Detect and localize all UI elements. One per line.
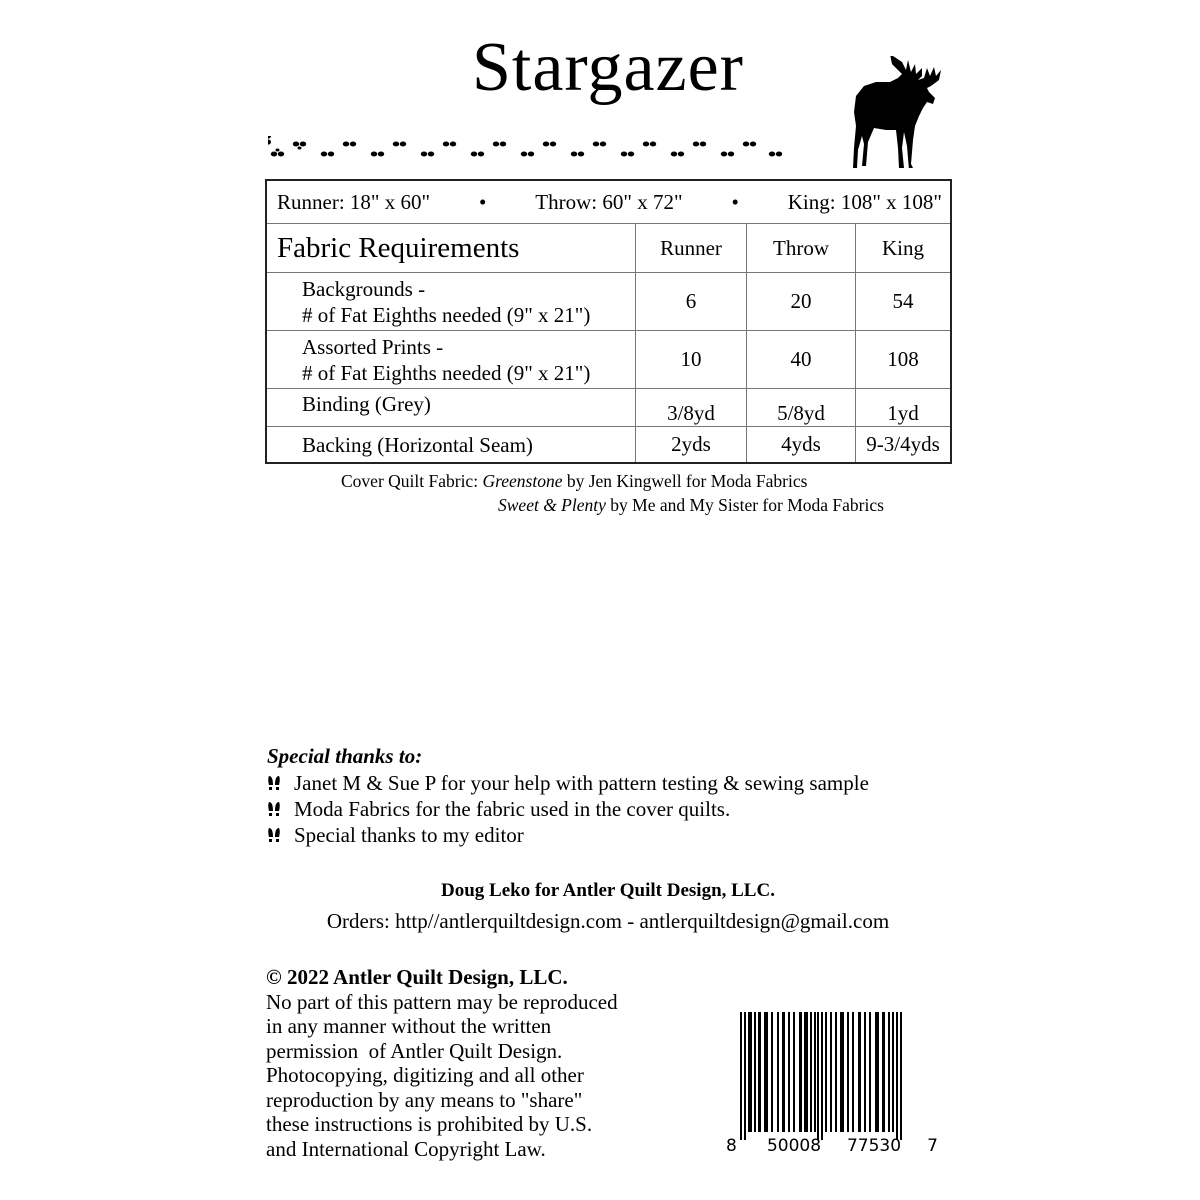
hoof-print-icon <box>267 775 281 791</box>
copyright-line: permission of Antler Quilt Design. <box>266 1038 563 1063</box>
table-heading: Fabric Requirements <box>266 224 636 273</box>
copyright-line: No part of this pattern may be reproduced <box>266 989 618 1014</box>
cover-credit-line1 <box>341 469 807 493</box>
copyright-line: Photocopying, digitizing and all other <box>266 1063 584 1087</box>
size-king: King: 108" x 108" <box>787 189 942 214</box>
size-runner: Runner: 18" x 60" <box>277 189 431 214</box>
table-row <box>266 427 951 464</box>
hoof-print-icon <box>267 827 281 843</box>
credit-suffix: by Jen Kingwell for Moda Fabrics <box>562 471 808 491</box>
cell-runner: 6 <box>636 273 747 331</box>
table-row <box>266 389 951 427</box>
cell-runner: 3/8yd <box>636 389 747 427</box>
cell-throw: 40 <box>747 331 856 389</box>
copyright-line: these instructions is prohibited by U.S. <box>266 1112 593 1136</box>
fabric-line-name: Sweet & Plenty <box>498 495 606 515</box>
copyright-heading: © 2022 Antler Quilt Design, LLC. <box>266 965 568 989</box>
moose-silhouette-icon <box>832 56 950 168</box>
copyright-notice <box>266 965 666 1161</box>
row-label <box>266 331 636 389</box>
copyright-line: reproduction by any means to "share" <box>266 1087 583 1112</box>
cell-king: 54 <box>856 273 952 331</box>
designer-credit: Doug Leko for Antler Quilt Design, LLC. <box>441 880 775 901</box>
column-header-runner: Runner <box>636 224 747 273</box>
row-label: Binding (Grey) <box>266 389 636 427</box>
row-label-line1: Backgrounds - <box>302 276 426 301</box>
thanks-item-text: Special thanks to my editor <box>294 823 524 847</box>
cell-throw: 5/8yd <box>747 389 856 427</box>
bullet-separator: • <box>479 189 487 214</box>
fabric-requirements-table <box>265 179 952 464</box>
thanks-list-item <box>267 822 524 848</box>
barcode-digit: 77530 <box>846 1136 902 1156</box>
thanks-item-text: Janet M & Sue P for your help with pattern testing & sewing sample <box>294 771 869 795</box>
bullet-separator: • <box>731 189 739 214</box>
special-thanks-heading: Special thanks to: <box>267 744 423 768</box>
row-label-line1: Assorted Prints - <box>302 334 444 359</box>
hoof-print-icon <box>267 801 281 817</box>
table-row <box>266 331 951 389</box>
thanks-list-item <box>267 796 730 822</box>
cell-runner: 10 <box>636 331 747 389</box>
cell-runner: 2yds <box>636 427 747 464</box>
orders-contact: Orders: http//antlerquiltdesign.com - antlerquiltdesign@gmail.com <box>326 909 890 933</box>
cell-king: 1yd <box>856 389 952 427</box>
copyright-line: in any manner without the written <box>266 1014 552 1038</box>
cover-credit-line2 <box>498 493 884 517</box>
column-header-throw: Throw <box>747 224 856 273</box>
credit-suffix: by Me and My Sister for Moda Fabrics <box>605 495 884 515</box>
table-row <box>266 273 951 331</box>
hoof-tracks-icon <box>268 136 788 166</box>
thanks-item-text: Moda Fabrics for the fabric used in the cover quilts. <box>294 797 731 821</box>
barcode-digit: 50008 <box>766 1136 822 1156</box>
column-header-king: King <box>856 224 952 273</box>
quilt-sizes-row <box>266 180 951 224</box>
thanks-list-item <box>267 770 869 796</box>
row-label: Backing (Horizontal Seam) <box>266 427 636 464</box>
credit-prefix: Cover Quilt Fabric: <box>341 471 483 491</box>
row-label-line2: # of Fat Eighths needed (9" x 21") <box>302 302 591 327</box>
barcode-digit: 8 <box>726 1136 737 1156</box>
barcode-digit: 7 <box>927 1136 938 1156</box>
barcode-digits <box>726 1136 938 1156</box>
pattern-title: Stargazer <box>471 29 744 106</box>
cell-throw: 20 <box>747 273 856 331</box>
cell-king: 108 <box>856 331 952 389</box>
row-label <box>266 273 636 331</box>
size-throw: Throw: 60" x 72" <box>535 189 683 214</box>
fabric-line-name: Greenstone <box>482 471 563 491</box>
copyright-line: and International Copyright Law. <box>266 1136 546 1161</box>
row-label-line2: # of Fat Eighths needed (9" x 21") <box>302 360 591 385</box>
cell-throw: 4yds <box>747 427 856 464</box>
barcode <box>726 1012 938 1160</box>
cell-king: 9-3/4yds <box>856 427 952 464</box>
barcode-bars-icon <box>738 1012 938 1140</box>
